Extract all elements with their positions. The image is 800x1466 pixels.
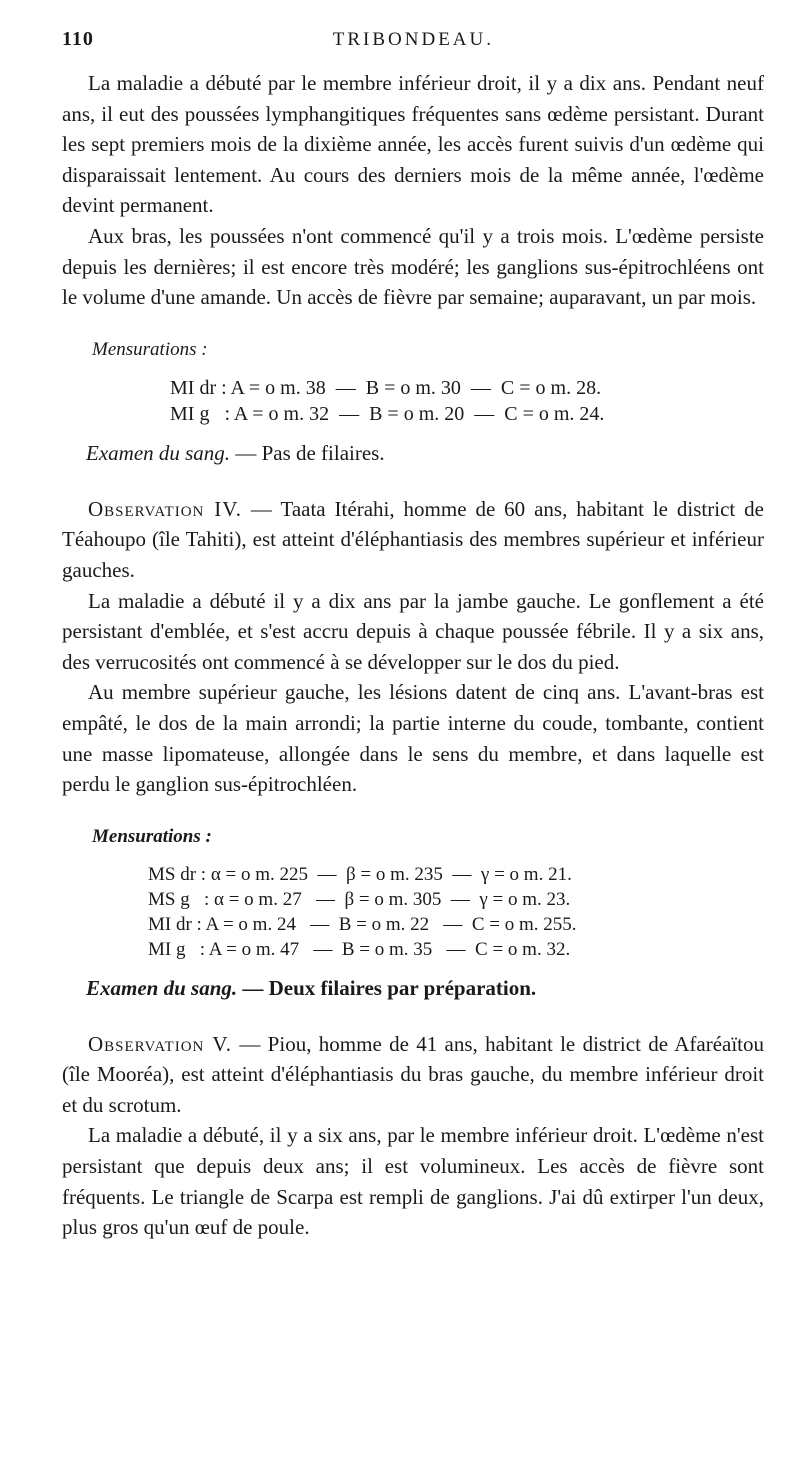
observation-text: — Piou, homme de 41 ans, habitant le district de Afaréaïtou (île Mooréa), est atteint d'éléphantiasis du bras gauche, du membre inférieur droit et du scrotum. [62, 1031, 764, 1117]
blood-exam-1 [86, 441, 764, 466]
paragraph-1: La maladie a débuté par le membre inférieur droit, il y a dix ans. Pendant neuf ans, il eut des poussées lymphangitiques fréquentes sans œdème persistant. Durant les sept premiers mois de la dixième année, les accès furent suivis d'un œdème qui disparaissait lentement. Au cours des derniers mois de la même année, l'œdème devint permanent. [62, 71, 764, 218]
paragraph-2: Aux bras, les poussées n'ont commencé qu'il y a trois mois. L'œdème persiste depuis les dernières; il est encore très modéré; les ganglions sus-épitrochléens ont le volume d'une amande. Un accès de fièvre par semaine; auparavant, un par mois. [62, 223, 764, 310]
blood-exam-2 [86, 976, 764, 1001]
paragraph-4: Au membre supérieur gauche, les lésions datent de cinq ans. L'avant-bras est empâté, le dos de la main arrondi; la partie interne du coude, tombante, contient une masse lipomateuse, allongée dans le sens du membre, et dans laquelle est perdu le ganglion sus-épitrochléen. [62, 680, 764, 797]
blood-exam-result: — Deux filaires par préparation. [237, 975, 537, 1000]
paragraph-3: La maladie a débuté il y a dix ans par la jambe gauche. Le gonflement a été persistant d'emblée, et s'est accru depuis à chaque poussée fébrile. Il y a six ans, des verrucosités ont commencé à se développer sur le dos du pied. [62, 588, 764, 674]
measurement-row: MI dr : A = o m. 38 — B = o m. 30 — C = o m. 28. [170, 376, 602, 399]
measurement-row: MI dr : A = o m. 24 — B = o m. 22 — C = o m. 255. [148, 913, 577, 935]
observation-text: — Taata Itérahi, homme de 60 ans, habitant le district de Téahoupo (île Tahiti), est atteint d'éléphantiasis des membres supérieur et inférieur gauches. [62, 496, 764, 582]
page-header [62, 28, 764, 62]
observation-4 [62, 494, 764, 586]
mensurations-title-1: Mensurations : [92, 338, 208, 360]
observation-5 [62, 1029, 764, 1121]
mensurations-title-2: Mensurations : [92, 825, 212, 847]
blood-exam-label: Examen du sang. [86, 440, 231, 465]
running-title: TRIBONDEAU. [332, 29, 494, 50]
page-number: 110 [62, 28, 94, 50]
measurement-row: MI g : A = o m. 32 — B = o m. 20 — C = o m. 24. [170, 402, 605, 425]
mensurations-block-2 [148, 862, 764, 962]
measurement-row: MI g : A = o m. 47 — B = o m. 35 — C = o m. 32. [148, 938, 571, 960]
book-page [62, 28, 764, 1243]
observation-heading: Observation V. [88, 1031, 233, 1056]
measurement-row: MS g : α = o m. 27 — β = o m. 305 — γ = o m. 23. [148, 888, 571, 910]
paragraph-5: La maladie a débuté, il y a six ans, par le membre inférieur droit. L'œdème n'est persistant que depuis deux ans; il est volumineux. Les accès de fièvre sont fréquents. Le triangle de Scarpa est rempli de ganglions. J'ai dû extirper l'un deux, plus gros qu'un œuf de poule. [62, 1123, 764, 1240]
mensurations-block-1 [170, 375, 764, 427]
blood-exam-result: — Pas de filaires. [230, 440, 385, 465]
blood-exam-label: Examen du sang. [86, 975, 238, 1000]
measurement-row: MS dr : α = o m. 225 — β = o m. 235 — γ = o m. 21. [148, 863, 572, 885]
observation-heading: Observation IV. [88, 496, 242, 521]
